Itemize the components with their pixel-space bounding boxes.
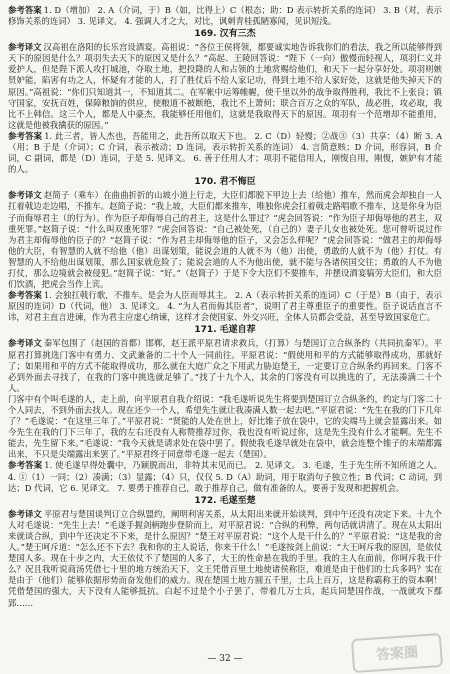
watermark-logo: 答案圈 xyxy=(351,633,443,673)
section-title: 172. 毛遂至楚 xyxy=(194,495,256,506)
paragraph xyxy=(8,290,442,323)
paragraph-text: 1. D（增加） 2. A（介词，于）B（如，比得上）C（根态；助：D 表示转折关系的连词） 3. B（对，表示修饰关系的连词） 3. 见译文。 4. 强调人才之大，对比，讽刺青桂孤陋寡闻，见识短浅。 xyxy=(8,5,443,27)
paragraph-text: 赵简子（乘车）在曲曲折折的山坡小道上行走，大臣们都脱下甲边上去（给他）推车，然而虎会却独自一人扛着戟边走边唱，不推车。赵简子说：“我上坡，大臣们都来推车，唯独你虎会扛着戟走路唱歌不推车，这是你身为臣子而侮辱君主（的行为）。作为臣子却侮辱自己的君主，这是什么罪过？”虎会回答说：“作为臣子却侮辱他的君主，双重死罪。”赵简子说：“什么叫双重死罪？”虎会回答说：“自己被处死，（自己的）妻子儿女也被处死。您可曾听说过作为君主却侮辱他的臣子的？”赵简子说：“作为君主却侮辱他的臣子，又会怎么样呢？”虎会回答说：“做君主的却侮辱他的大臣，有智慧的人就不给他（他）出谋划策，能说会道的人就不为（他）出使，勇敢的人就不为（他）打仗。有智慧的人不给他出谋划策，那么国家就危险了；能说会道的人不为他出使，就不能与各诸侯国交往；勇敢的人不为他打仗，那么边境就会被侵犯。”赵简子说：“好。”（赵简子）于是下令大臣们不要推车，并摆设酒宴犒劳大臣们，和大臣们饮酒，把虎会当作上宾。 xyxy=(8,190,442,290)
paragraph-label: 参考答案 xyxy=(8,290,42,301)
paragraph-text: 1. 会独扛戟行歌，不推车。是会为人臣而辱其主。 2. A（表示转折关系的连词）C（于是）B（由于，表示原因的连词）D（代词，他） 3. 见译文。 4. “为人君而侮其臣者”，说明了君主尊重臣子的重要性。臣子说话直言不讳，对君主直言进谏，作为君主应虚心纳谏，这样才会使国家、外交兴旺，全体人员都会受益，甚至导致国家危亡。 xyxy=(8,290,442,323)
paragraph-label: 参考答案 xyxy=(8,5,42,15)
paragraph xyxy=(8,509,442,609)
section-title: 170. 君不悔臣 xyxy=(194,177,256,188)
paragraph-label: 参考译文 xyxy=(8,190,42,201)
paragraph xyxy=(8,190,442,290)
paragraph-label: 参考答案 xyxy=(8,130,43,141)
paragraph-label: 参考答案 xyxy=(8,460,43,471)
paragraph-text: 1. 使毛遂早得处囊中，乃颖脱而出，非特其末见而已。 2. 见译文。 3. 毛遂，生于先生所不知所道之人。 4. ①（1）一同；（2）凑满；（3）显露；（4）只，仅仅 5. D（A）助词，用于取消句子独立性；B 代词；C 动词，到达；D 代词，它 6. 见译文。 7. 要勇于推荐自己，敢于推荐自己，做有准备的人，要善于发现和把握机会。 xyxy=(8,460,443,493)
paragraph xyxy=(8,394,442,461)
page-number: — 32 — xyxy=(207,654,243,664)
paragraph xyxy=(8,338,442,393)
section-title: 169. 汉有三杰 xyxy=(194,29,256,40)
paragraph-text: 门客中有个叫毛遂的人，走上前，向平原君自我介绍说：“我毛遂听说先生将要到楚国订立合纵条约，约定与门客二十个人同去，不到外面去找人。现在还少一个人，希望先生就让我凑满人数一起去吧。”平原君说：“先生在我的门下几年了？”毛遂说：“在这里三年了。”平原君说：“贤能的人处在世上，好比锥子放在袋中，它的尖端马上就会显露出来。如今先生在我的门下三年了，我的左右还没有人称赞推荐过你，我也没有听说过你，这是先生没有什么才能啊。先生不能去，先生留下来。”毛遂说：“我今天就是请求处在袋中罢了。假使我毛遂早就处在袋中，就会连整个锥子的末端都露出来，不只是尖端露出来罢了。”平原君终于同意带毛遂一起去（楚国）。 xyxy=(8,393,442,460)
paragraph-text: 1. 此三者，皆人杰也，吾能用之，此吾所以取天下也。 2. C（D）轻慢；②战③（3）共享：（4）断 3. A（用；B 于是（介词）；C 介词，表示被动；D 连词，表示转折关系的连词） 4. 言简意赅；D 介词，形容词，B 介词，C 副词，都是（D）连词，于是 5. 见译文。 6. 善于任用人才；项羽不能信用人，刚愎自用，刚愎，嫉妒有才能的人。 xyxy=(8,130,443,175)
paragraph-text: 平原君与楚国谈判订立合纵盟约，阐明利害关系，从太阳出来就开始谈判，到中午还没有决定下来。十九个人对毛遂说：“先生上去！”毛遂手握剑柄跑步登阶而上，对平原君说：“合纵的利弊，两句话就讲清了。现在从太阳出来就谈合纵，到中午还决定不下来，是什么原因？”楚王对平原君说：“这个人是干什么的？”平原君说：“这是我的舍人。”楚王呵斥道：“怎么还不下去？我和你的主人说话，你来干什么！”毛遂按剑上前说：“大王呵斥我的原因，是依仗楚国人多。现在十步之内，大王依仗不了楚国的人多了，大王的性命悬在我的手里。我的主人在面前，你呵斥我干什么？况且我听说商汤凭借七十里的地方统治天下，文王凭借百里土地使诸侯称臣，难道是由于他们的士兵多吗？实在是由于（他们）能够依据形势而奋发他们的威力。现在楚国土地方圆五千里，士兵上百万，这是称霸称王的资本啊！凭借楚国的强大，天下没有人能够抵抗。白起不过是个小子罢了，带着几万士兵，起兵同楚国作战，一战就攻下鄢郢…… xyxy=(8,508,442,608)
paragraph xyxy=(8,131,442,175)
paragraph xyxy=(8,5,442,27)
paragraph-text: 秦军包围了（赵国的首都）邯郸，赵王派平原君请求救兵，（打算）与楚国订立合纵条约（共同抗秦军）。平原君打算挑选门客中有勇力、文武兼备的二十个人一同前往。平原君说：“假使用和平的方式能够取得成功，那就好了；如果用和平的方式不能取得成功，那么就在大庭广众之下用武力胁迫楚王，一定要订立合纵条约再回来。门客不必到外面去寻找了，在我的门客中挑选就足够了。”找了十九个人，其余的门客没有可以挑选的了，无法凑满二十个人。 xyxy=(8,338,443,393)
document-content xyxy=(8,5,442,609)
paragraph xyxy=(8,42,442,131)
paragraph-label: 参考译文 xyxy=(8,338,42,349)
paragraph xyxy=(8,460,442,493)
paragraph-text: 汉高祖在洛阳的长乐宫设酒宴。高祖说：“各位王侯将领，都要诚实地告诉我你们的看法，我之所以能够得到天下的原因是什么？项羽失去天下的原因又是什么？”高起、王陵回答说：“陛下（一向）傲慢而轻视人，项羽仁义并爱护人，但是陛下派人攻打城池，夺取土地，把投降的人和占领的土地赏赐给他们，和天下一起分享好处。项羽则嫉贤妒能，陷害有功之人，怀疑有才能的人，打了胜仗后不给人家记功，得到土地不给人家好处，这就是他失掉天下的原因。”高祖说：“你们只知道其一，不知道其二。在军帐中运筹帷幄，使千里以外的战争取得胜利，我比不上张良；镇守国家，安抚百姓，保障粮饷的供应，使粮道不被断绝，我比不上萧何；联合百万之众的军队，战必胜，攻必取，我比不上韩信。这三个人，都是人中豪杰，我能够任用他们，这就是我取得天下的原因。项羽有一个范增却不能重用，这就是他被我擒获的原因。” xyxy=(8,42,442,130)
paragraph-label: 参考译文 xyxy=(8,508,42,519)
section-title: 171. 毛遂自荐 xyxy=(194,325,256,336)
paragraph-label: 参考译文 xyxy=(8,42,42,53)
